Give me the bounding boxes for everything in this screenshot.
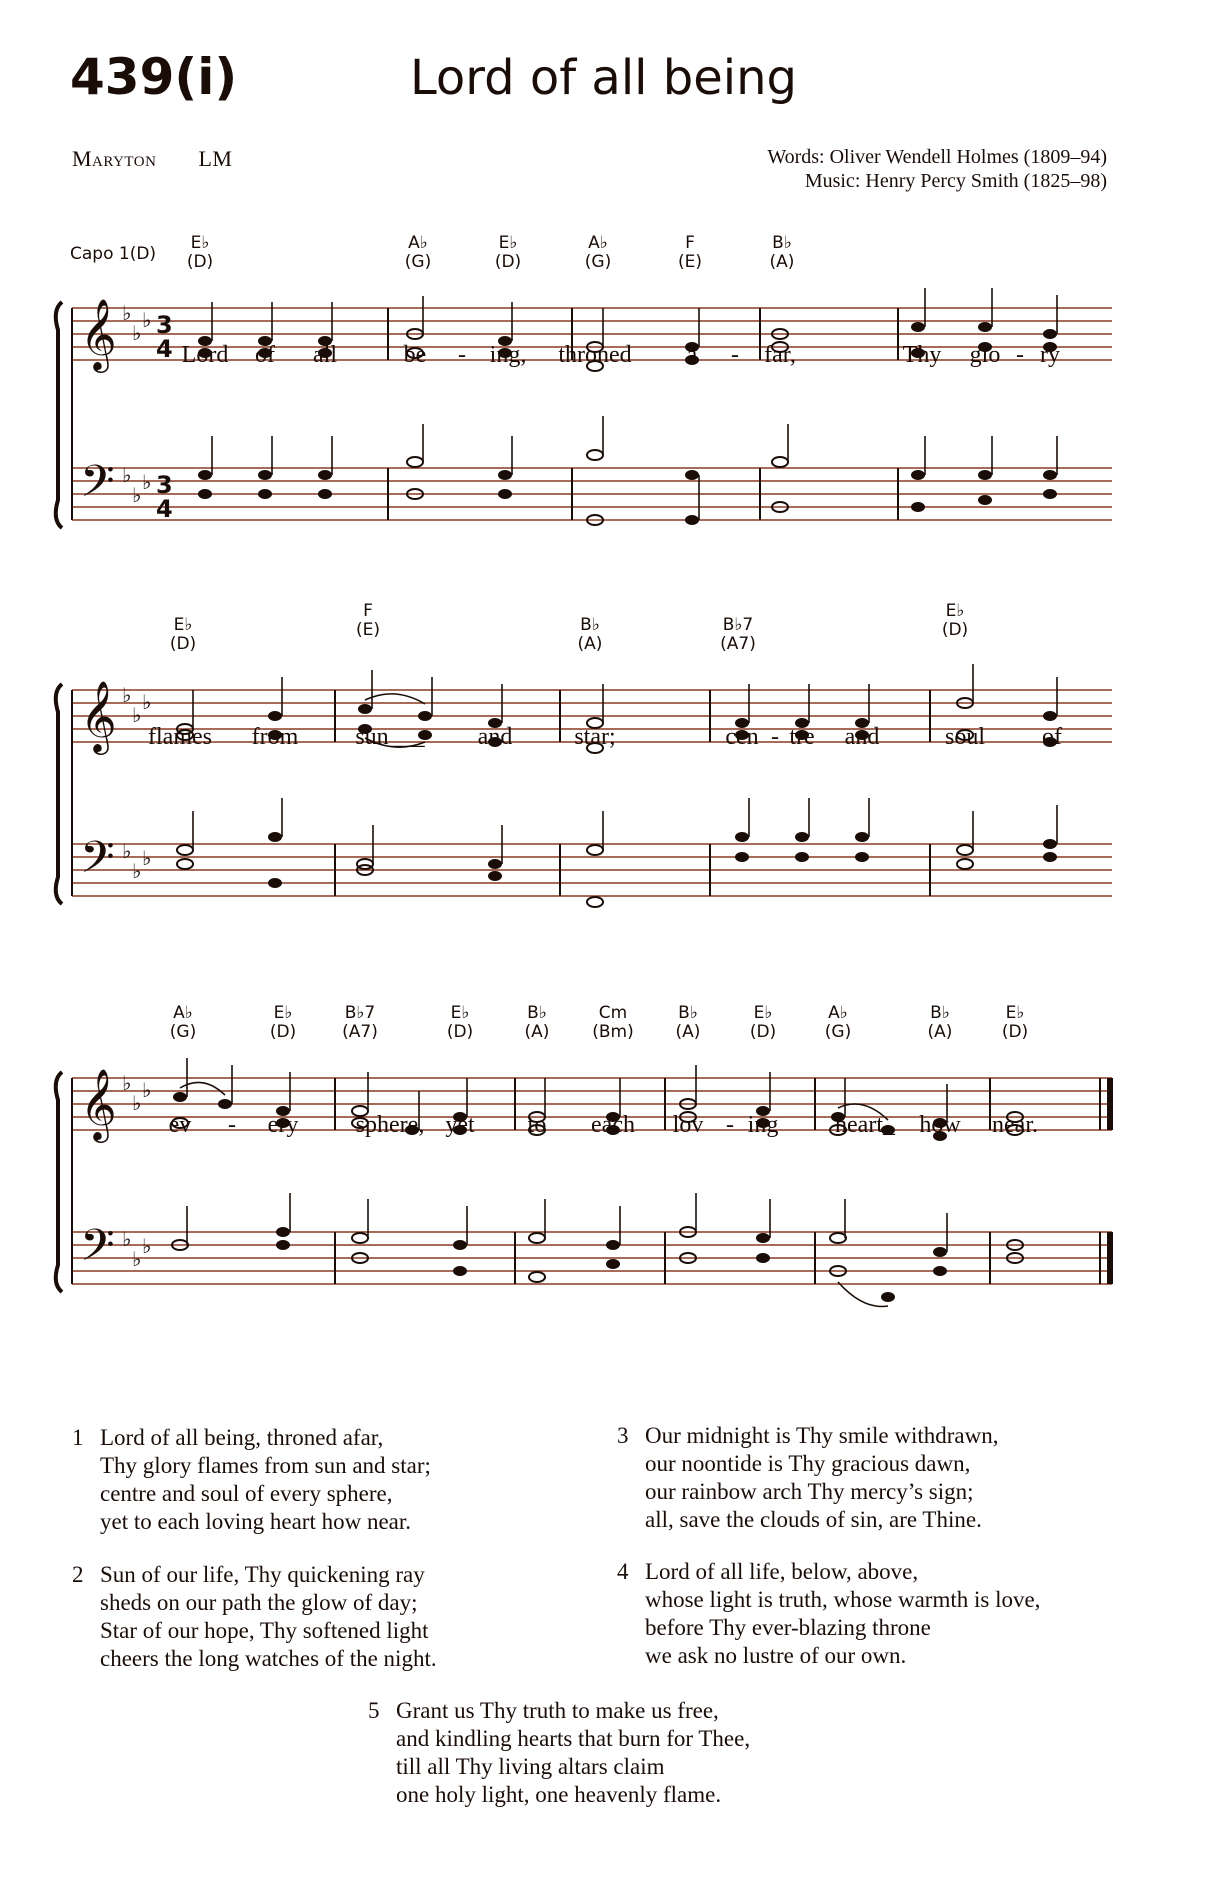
lyric-syllable: sphere, bbox=[355, 1112, 425, 1138]
chord-symbol: B♭ (A) bbox=[577, 615, 603, 654]
chord-symbol: E♭ (D) bbox=[446, 1003, 474, 1042]
lyric-syllable: - bbox=[458, 342, 466, 368]
lyric-syllable: lov bbox=[672, 1112, 704, 1138]
verse-line: before Thy ever-blazing throne bbox=[645, 1615, 931, 1640]
verse-line: Grant us Thy truth to make us free, bbox=[396, 1698, 719, 1723]
lyric-syllable: Lord bbox=[181, 342, 229, 368]
lyric-syllable: ev bbox=[168, 1112, 192, 1138]
svg-text:4: 4 bbox=[156, 495, 173, 523]
lyric-syllable: cen bbox=[725, 724, 759, 750]
lyric-syllable: sun___ bbox=[355, 724, 425, 750]
svg-text:♭: ♭ bbox=[122, 1071, 132, 1095]
chord-symbol: B♭7 (A7) bbox=[720, 615, 756, 654]
chord-symbol: B♭ (A) bbox=[524, 1003, 550, 1042]
verse-4 bbox=[617, 1558, 1041, 1670]
chord-symbol: E♭ (D) bbox=[494, 233, 522, 272]
capo-label: Capo 1(D) bbox=[70, 244, 157, 264]
svg-text:3: 3 bbox=[156, 471, 173, 499]
chord-symbol: E♭ (D) bbox=[749, 1003, 777, 1042]
lyric-syllable: to bbox=[527, 1112, 547, 1138]
verse-2 bbox=[72, 1561, 437, 1673]
chord-symbol: A♭ (G) bbox=[584, 233, 612, 272]
hymn-title: Lord of all being bbox=[410, 50, 797, 106]
meter: LM bbox=[198, 146, 233, 171]
verse-number: 4 bbox=[617, 1559, 629, 1584]
lyric-syllable: soul bbox=[944, 724, 986, 750]
lyric-syllable: be bbox=[403, 342, 427, 368]
lyric-syllable: - bbox=[726, 1112, 734, 1138]
music-staff bbox=[0, 230, 1217, 560]
svg-text:♭: ♭ bbox=[122, 301, 132, 325]
chord-symbol: F (E) bbox=[355, 601, 381, 640]
svg-text:♭: ♭ bbox=[122, 683, 132, 707]
svg-text:♭: ♭ bbox=[142, 690, 152, 714]
svg-text:♭: ♭ bbox=[132, 859, 142, 883]
chord-symbol: E♭ (D) bbox=[169, 615, 197, 654]
lyric-syllable: star; bbox=[574, 724, 616, 750]
chord-symbol: B♭7 (A7) bbox=[342, 1003, 378, 1042]
svg-text:3: 3 bbox=[156, 311, 173, 339]
chord-symbol: Cm (Bm) bbox=[592, 1003, 634, 1042]
lyric-syllable: - bbox=[771, 724, 779, 750]
svg-text:4: 4 bbox=[156, 335, 173, 363]
svg-text:𝄞: 𝄞 bbox=[80, 297, 117, 370]
lyric-syllable: all bbox=[313, 342, 337, 368]
lyric-syllable: ry bbox=[1040, 342, 1060, 368]
verse-number: 5 bbox=[368, 1698, 380, 1723]
verse-1 bbox=[72, 1424, 431, 1536]
lyric-syllable: Thy bbox=[902, 342, 942, 368]
credits bbox=[767, 145, 1107, 193]
svg-text:♭: ♭ bbox=[132, 1247, 142, 1271]
lyric-syllable: ing, bbox=[489, 342, 527, 368]
music-staff bbox=[0, 1000, 1217, 1330]
verse-3 bbox=[617, 1422, 999, 1534]
svg-text:♭: ♭ bbox=[122, 1227, 132, 1251]
verse-line: till all Thy living altars claim bbox=[396, 1754, 665, 1779]
verse-line: our noontide is Thy gracious dawn, bbox=[645, 1451, 971, 1476]
chord-symbol: A♭ (G) bbox=[404, 233, 432, 272]
lyric-syllable: a bbox=[686, 342, 698, 368]
lyric-syllable: and bbox=[477, 724, 513, 750]
verse-5 bbox=[368, 1697, 751, 1809]
music-staff bbox=[0, 612, 1217, 942]
hymn-number: 439(i) bbox=[70, 48, 238, 106]
verse-line: centre and soul of every sphere, bbox=[100, 1481, 393, 1506]
svg-text:𝄞: 𝄞 bbox=[80, 679, 117, 752]
chord-symbol: F (E) bbox=[677, 233, 703, 272]
svg-text:♭: ♭ bbox=[132, 703, 142, 727]
lyric-syllable: of bbox=[255, 342, 275, 368]
verse-line: yet to each loving heart how near. bbox=[100, 1509, 412, 1534]
chord-symbol: B♭ (A) bbox=[769, 233, 795, 272]
verse-line: cheers the long watches of the night. bbox=[100, 1646, 437, 1671]
verse-number: 3 bbox=[617, 1423, 629, 1448]
lyric-syllable: glo bbox=[969, 342, 1001, 368]
chord-symbol: E♭ (D) bbox=[186, 233, 214, 272]
chord-symbol: E♭ (D) bbox=[269, 1003, 297, 1042]
svg-text:𝄞: 𝄞 bbox=[80, 1067, 117, 1140]
lyric-syllable: how bbox=[919, 1112, 961, 1138]
svg-text:♭: ♭ bbox=[142, 1234, 152, 1258]
music-system-2 bbox=[0, 601, 1217, 942]
svg-text:𝄢: 𝄢 bbox=[80, 455, 115, 518]
music-system-3 bbox=[0, 1000, 1217, 1330]
verse-line: Sun of our life, Thy quickening ray bbox=[100, 1562, 425, 1587]
verse-line: sheds on our path the glow of day; bbox=[100, 1590, 418, 1615]
lyric-syllable: from bbox=[251, 724, 299, 750]
verse-line: whose light is truth, whose warmth is love, bbox=[645, 1587, 1041, 1612]
verse-line: Star of our hope, Thy softened light bbox=[100, 1618, 429, 1643]
svg-text:𝄢: 𝄢 bbox=[80, 831, 115, 894]
chord-symbol: E♭ (D) bbox=[1001, 1003, 1029, 1042]
verse-line: Lord of all life, below, above, bbox=[645, 1559, 919, 1584]
verse-line: we ask no lustre of our own. bbox=[645, 1643, 907, 1668]
tune-info bbox=[72, 146, 232, 172]
chord-symbol: A♭ (G) bbox=[824, 1003, 852, 1042]
lyric-syllable: of bbox=[1042, 724, 1062, 750]
lyric-syllable: - bbox=[1016, 342, 1024, 368]
svg-text:♭: ♭ bbox=[142, 308, 152, 332]
svg-text:𝄢: 𝄢 bbox=[80, 1219, 115, 1282]
chord-symbol: B♭ (A) bbox=[675, 1003, 701, 1042]
verse-line: and kindling hearts that burn for Thee, bbox=[396, 1726, 751, 1751]
words-credit: Words: Oliver Wendell Holmes (1809–94) bbox=[767, 146, 1107, 168]
svg-text:♭: ♭ bbox=[132, 483, 142, 507]
music-credit: Music: Henry Percy Smith (1825–98) bbox=[804, 170, 1107, 192]
svg-text:♭: ♭ bbox=[142, 1078, 152, 1102]
lyric-syllable: ing bbox=[747, 1112, 779, 1138]
verse-line: one holy light, one heavenly flame. bbox=[396, 1782, 722, 1807]
lyric-syllable: each bbox=[591, 1112, 635, 1138]
verse-line: all, save the clouds of sin, are Thine. bbox=[645, 1507, 982, 1532]
tune-name: Maryton bbox=[72, 146, 157, 171]
verse-line: Thy glory flames from sun and star; bbox=[100, 1453, 431, 1478]
verse-line: Lord of all being, throned afar, bbox=[100, 1425, 384, 1450]
verse-line: our rainbow arch Thy mercy’s sign; bbox=[645, 1479, 974, 1504]
lyric-syllable: near. bbox=[992, 1112, 1038, 1138]
svg-text:♭: ♭ bbox=[142, 470, 152, 494]
svg-text:♭: ♭ bbox=[122, 463, 132, 487]
music-system-1 bbox=[0, 230, 1217, 560]
verse-number: 2 bbox=[72, 1562, 84, 1587]
lyric-syllable: far, bbox=[764, 342, 796, 368]
chord-symbol: E♭ (D) bbox=[941, 601, 969, 640]
lyric-syllable: heart_ bbox=[835, 1112, 895, 1138]
lyric-syllable: throned bbox=[558, 342, 632, 368]
svg-text:♭: ♭ bbox=[132, 1091, 142, 1115]
lyric-syllable: flames bbox=[148, 724, 212, 750]
verse-line: Our midnight is Thy smile withdrawn, bbox=[645, 1423, 999, 1448]
chord-symbol: A♭ (G) bbox=[169, 1003, 197, 1042]
lyric-syllable: ery bbox=[267, 1112, 299, 1138]
lyric-syllable: - bbox=[228, 1112, 236, 1138]
svg-text:♭: ♭ bbox=[142, 846, 152, 870]
lyric-syllable: yet bbox=[445, 1112, 475, 1138]
lyric-syllable: tre bbox=[789, 724, 815, 750]
lyric-syllable: - bbox=[731, 342, 739, 368]
svg-text:♭: ♭ bbox=[132, 321, 142, 345]
lyric-syllable: and bbox=[844, 724, 880, 750]
chord-symbol: B♭ (A) bbox=[927, 1003, 953, 1042]
svg-text:♭: ♭ bbox=[122, 839, 132, 863]
verse-number: 1 bbox=[72, 1425, 84, 1450]
